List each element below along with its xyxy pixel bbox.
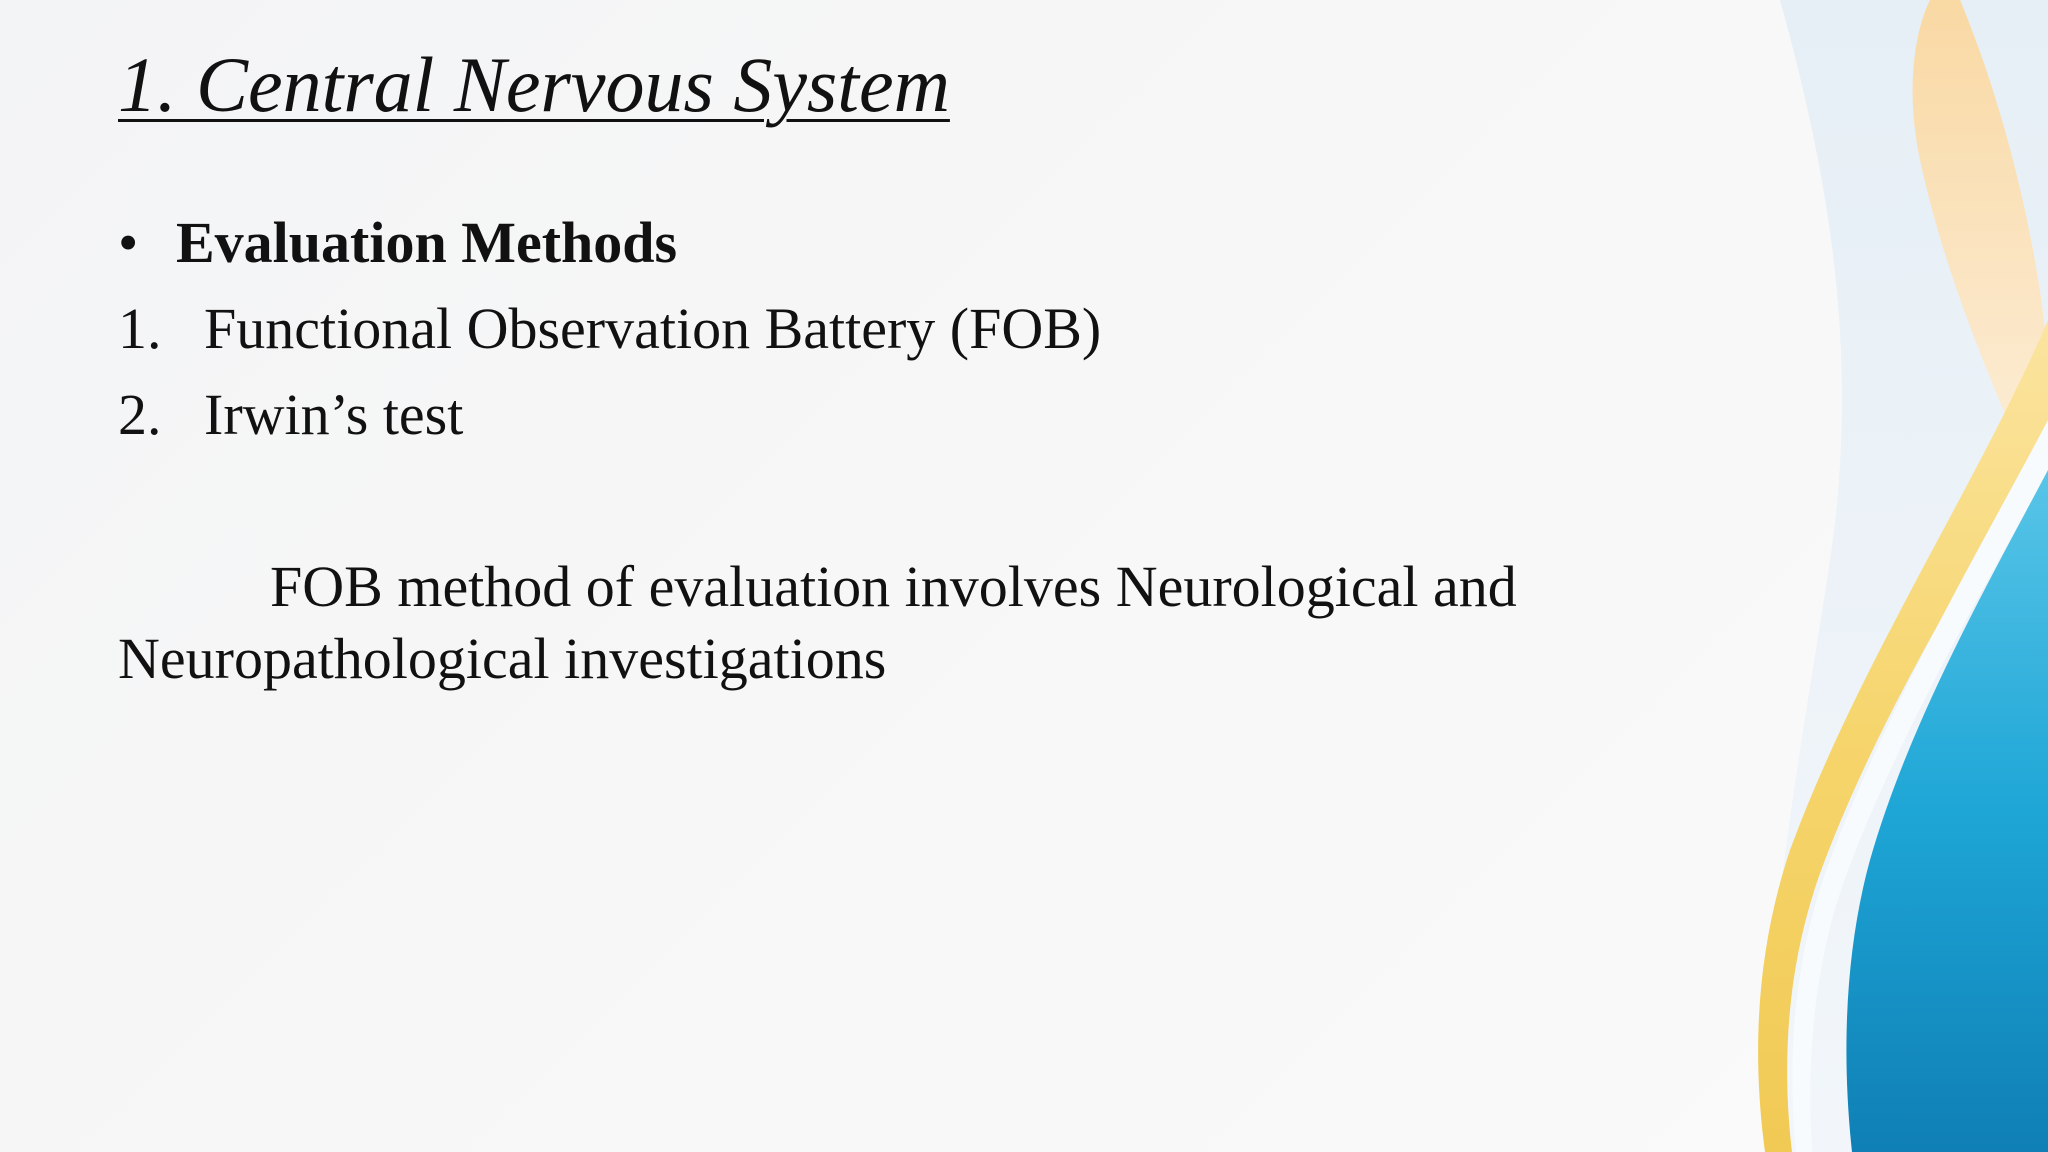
list-item-text: Functional Observation Battery (FOB) bbox=[204, 296, 1102, 361]
list-item-number: 2. bbox=[118, 382, 162, 447]
slide-title: 1. Central Nervous System bbox=[118, 41, 950, 128]
heading-text: Evaluation Methods bbox=[176, 210, 678, 275]
evaluation-methods-heading bbox=[118, 208, 677, 278]
list-item-text: Irwin’s test bbox=[204, 382, 464, 447]
fob-description-paragraph: FOB method of evaluation involves Neurological and Neuropathological investigations bbox=[118, 554, 1517, 691]
list-item bbox=[118, 294, 1101, 364]
list-item-number: 1. bbox=[118, 296, 162, 361]
bullet-icon: • bbox=[118, 210, 139, 275]
list-item bbox=[118, 380, 463, 450]
